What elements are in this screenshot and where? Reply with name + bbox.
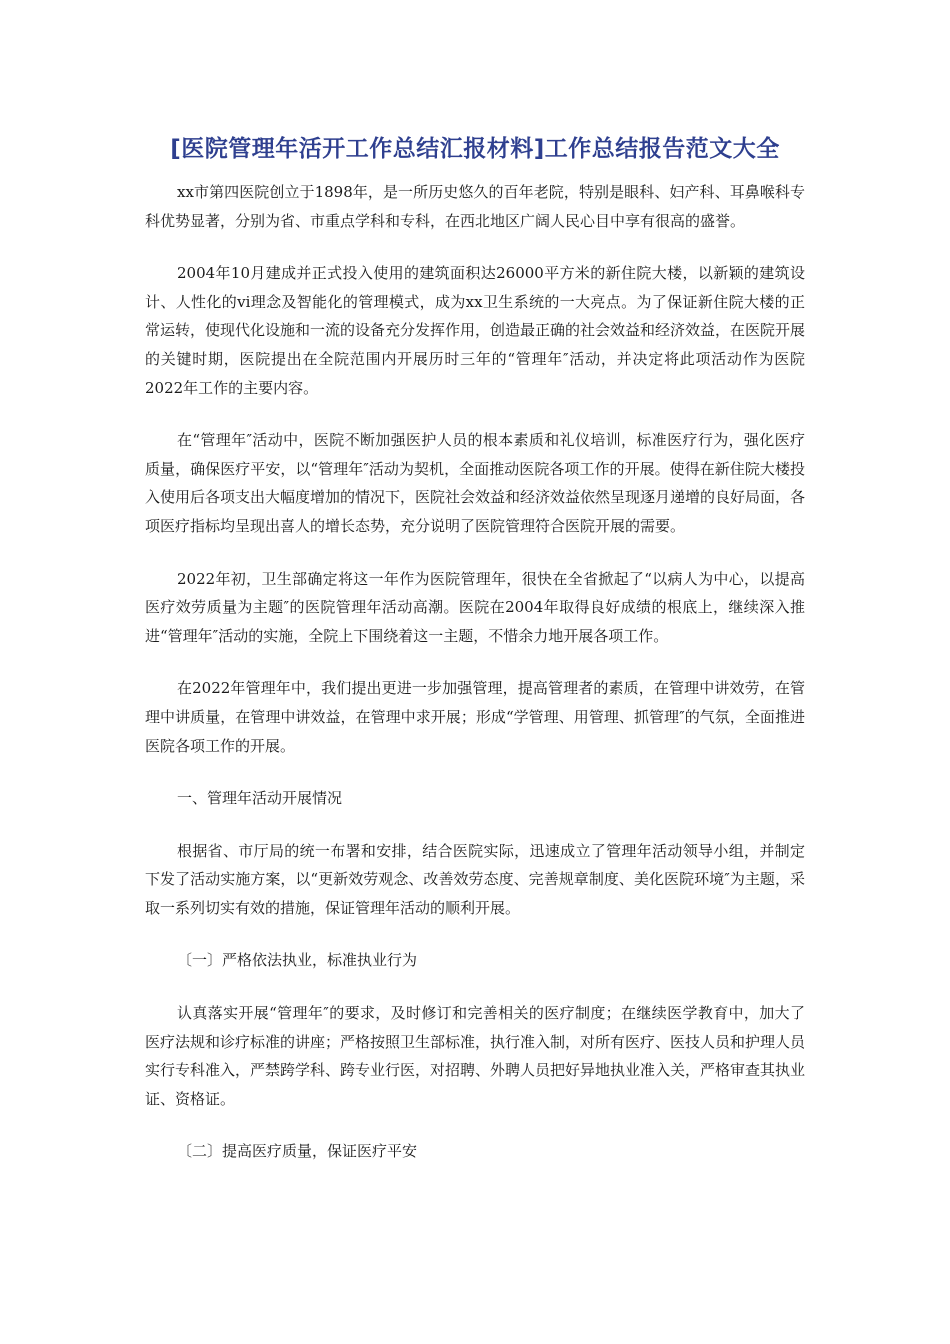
sub-heading-1: 〔一〕严格依法执业，标准执业行为 (177, 951, 418, 970)
paragraph-hospital-history: xx市第四医院创立于1898年，是一所历史悠久的百年老院，特别是眼科、妇产科、耳鼻喉科专科优势显著，分别为省、市重点学科和专科，在西北地区广阔人民心目中享有很高的盛誉。 (145, 183, 805, 230)
paragraph-new-building: 2004年10月建成并正式投入使用的建筑面积达26000平方米的新住院大楼，以新颖的建筑设计、人性化的vi理念及智能化的管理模式，成为xx卫生系统的一大亮点。为了保证新住院大楼的正常运转，使现代化设施和一流的设备充分发挥作用，创造最正确的社会效益和经济效益，在医院开展的关键时期，医院提出在全院范围内开展历时三年的“管理年″活动，并决定将此项活动作为医院2022年工作的主要内容。 (145, 264, 806, 397)
sub-paragraph-1: 认真落实开展“管理年″的要求，及时修订和完善相关的医疗制度；在继续医学教育中，加大了医疗法规和诊疗标准的讲座；严格按照卫生部标准，执行准入制，对所有医疗、医技人员和护理人员实行专科准入，严禁跨学科、跨专业行医，对招聘、外聘人员把好异地执业准入关，严格审查其执业证、资格证。 (145, 1004, 806, 1108)
section-heading: 一、管理年活动开展情况 (177, 789, 343, 808)
section-paragraph: 根据省、市厅局的统一布署和安排，结合医院实际，迅速成立了管理年活动领导小组，并制定下发了活动实施方案，以“更新效劳观念、改善效劳态度、完善规章制度、美化医院环境″为主题，采取一系列切实有效的措施，保证管理年活动的顺利开展。 (145, 841, 805, 917)
sub-heading-2: 〔二〕提高医疗质量，保证医疗平安 (177, 1142, 418, 1161)
document-body (145, 178, 805, 1190)
document-title: [医院管理年活开工作总结汇报材料]工作总结报告范文大全 (170, 136, 780, 162)
paragraph-2022-initiative: 2022年初，卫生部确定将这一年作为医院管理年，很快在全省掀起了“以病人为中心，以提高医疗效劳质量为主题″的医院管理年活动高潮。医院在2004年取得良好成绩的根底上，继续深入推进“管理年″活动的实施，全院上下围绕着这一主题，不惜余力地开展各项工作。 (145, 569, 805, 645)
paragraph-2022-goals: 在2022年管理年中，我们提出更进一步加强管理，提高管理者的素质，在管理中讲效劳，在管理中讲质量，在管理中讲效益，在管理中求开展；形成“学管理、用管理、抓管理″的气氛，全面推进医院各项工作的开展。 (145, 679, 805, 755)
paragraph-management-year-activity: 在“管理年″活动中，医院不断加强医护人员的根本素质和礼仪培训，标准医疗行为，强化医疗质量，确保医疗平安，以“管理年″活动为契机，全面推动医院各项工作的开展。使得在新住院大楼投入使用后各项支出大幅度增加的情况下，医院社会效益和经济效益依然呈现逐月递增的良好局面，各项医疗指标均呈现出喜人的增长态势，充分说明了医院管理符合医院开展的需要。 (145, 431, 806, 535)
